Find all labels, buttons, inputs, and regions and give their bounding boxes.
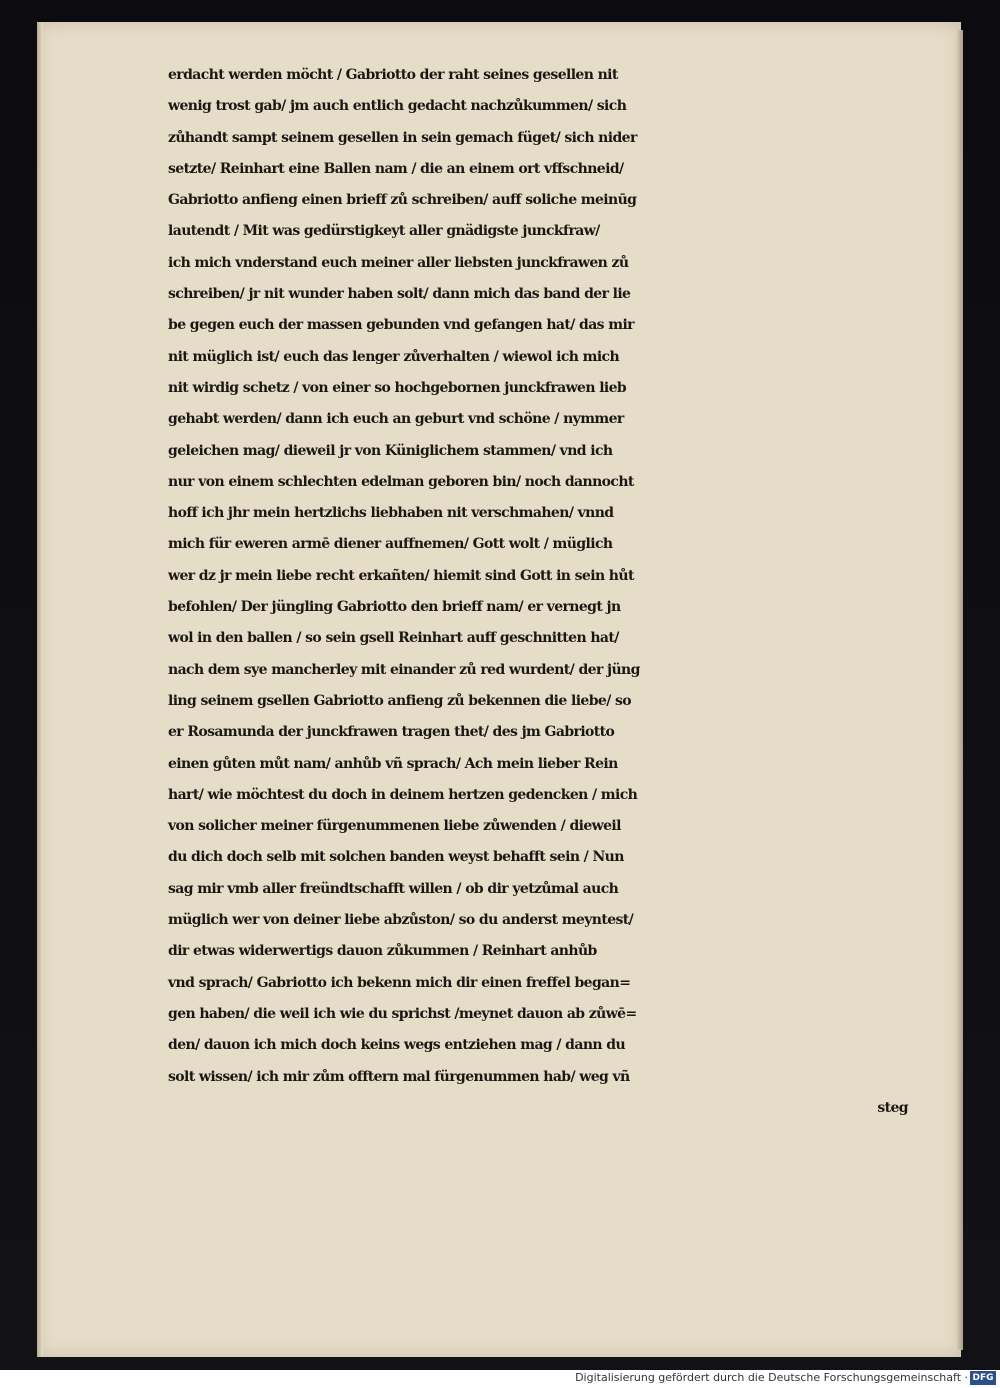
dfg-logo-icon: DFG xyxy=(970,1371,996,1385)
text-line: wer dz jr mein liebe recht erkañten/ hiemit sind Gott in sein hůt xyxy=(168,567,634,584)
text-line: er Rosamunda der junckfrawen tragen thet/ des jm Gabriotto xyxy=(168,724,615,741)
text-line: einen gůten můt nam/ anhůb vñ sprach/ Ach mein lieber Rein xyxy=(168,755,618,772)
catchword: steg xyxy=(877,1099,908,1116)
text-line: gehabt werden/ dann ich euch an geburt vnd schöne / nymmer xyxy=(168,411,624,428)
page-edge-left xyxy=(37,22,43,1357)
text-line: be gegen euch der massen gebunden vnd gefangen hat/ das mir xyxy=(168,317,634,334)
text-line: vnd sprach/ Gabriotto ich bekenn mich dir einen freffel began= xyxy=(168,974,631,991)
text-line: Gabriotto anfieng einen brieff zů schreiben/ auff soliche meinūg xyxy=(168,192,637,209)
funding-notice: Digitalisierung gefördert durch die Deutsche Forschungsgemeinschaft · xyxy=(575,1371,968,1384)
text-line: nur von einem schlechten edelman geboren bin/ noch dannocht xyxy=(168,473,634,490)
text-line: mich für eweren armē diener auffnemen/ Gott wolt / müglich xyxy=(168,536,613,553)
text-line: lautendt / Mit was gedürstigkeyt aller gnädigste junckfraw/ xyxy=(168,223,600,240)
text-line: befohlen/ Der jüngling Gabriotto den brieff nam/ er vernegt jn xyxy=(168,599,621,616)
text-line: geleichen mag/ dieweil jr von Küniglichem stammen/ vnd ich xyxy=(168,442,613,459)
text-line: wenig trost gab/ jm auch entlich gedacht nachzůkummen/ sich xyxy=(168,98,627,115)
text-line: ling seinem gsellen Gabriotto anfieng zů bekennen die liebe/ so xyxy=(168,692,632,709)
text-line: hart/ wie möchtest du doch in deinem hertzen gedencken / mich xyxy=(168,786,638,803)
text-line: wol in den ballen / so sein gsell Reinhart auff geschnitten hat/ xyxy=(168,630,619,647)
text-line: von solicher meiner fürgenummenen liebe zůwenden / dieweil xyxy=(168,818,621,835)
text-line: gen haben/ die weil ich wie du sprichst /meynet dauon ab zůwē= xyxy=(168,1005,637,1022)
text-line: ich mich vnderstand euch meiner aller liebsten junckfrawen zů xyxy=(168,254,629,271)
text-line: erdacht werden möcht / Gabriotto der raht seines gesellen nit xyxy=(168,67,618,83)
text-line: nit müglich ist/ euch das lenger zůverhalten / wiewol ich mich xyxy=(168,348,620,365)
text-line: du dich doch selb mit solchen banden weyst behafft sein / Nun xyxy=(168,849,624,866)
text-line: nit wirdig schetz / von einer so hochgebornen junckfrawen lieb xyxy=(168,379,627,396)
text-line: dir etwas widerwertigs dauon zůkummen / Reinhart anhůb xyxy=(168,943,597,960)
text-line: zůhandt sampt seinem gesellen in sein gemach füget/ sich nider xyxy=(168,129,637,146)
text-line: solt wissen/ ich mir zům offtern mal fürgenummen hab/ weg vñ xyxy=(168,1068,630,1085)
text-line: sag mir vmb aller freündtschafft willen / ob dir yetzůmal auch xyxy=(168,880,619,897)
text-line: hoff ich jhr mein hertzlichs liebhaben nit verschmahen/ vnnd xyxy=(168,505,614,522)
text-line: den/ dauon ich mich doch keins wegs entziehen mag / dann du xyxy=(168,1037,626,1054)
text-line: schreiben/ jr nit wunder haben solt/ dann mich das band der lie xyxy=(168,286,631,303)
text-line: nach dem sye mancherley mit einander zů red wurdent/ der jüng xyxy=(168,661,640,678)
page-edge-right xyxy=(955,30,963,1350)
text-line: setzte/ Reinhart eine Ballen nam / die an einem ort vffschneid/ xyxy=(168,160,624,177)
text-line: müglich wer von deiner liebe abzůston/ so du anderst meyntest/ xyxy=(168,912,634,929)
text-block xyxy=(168,60,928,1124)
